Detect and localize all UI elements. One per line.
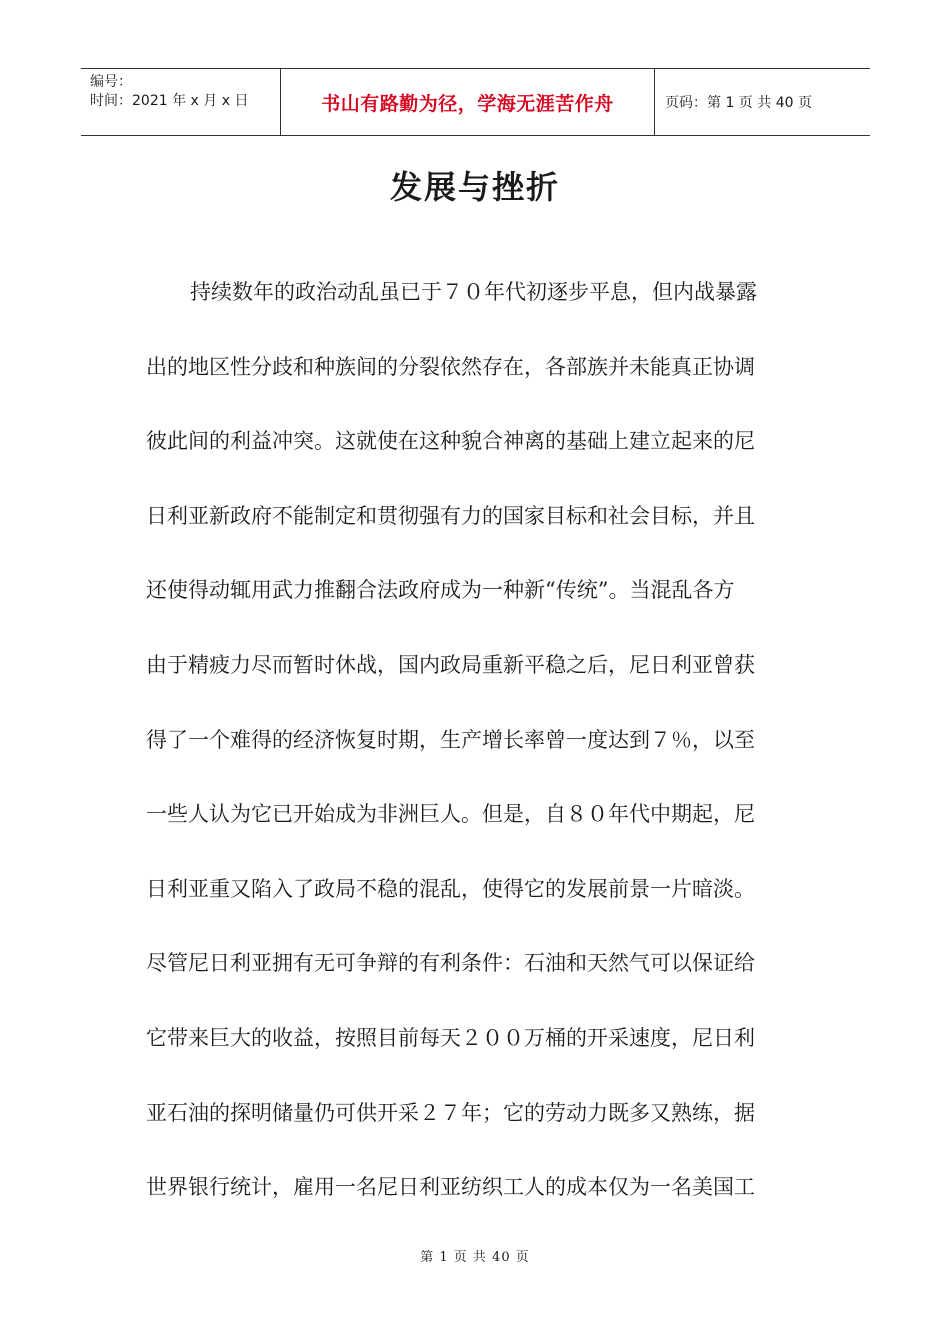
body-line: 还使得动辄用武力推翻合法政府成为一种新“传统”。当混乱各方 bbox=[146, 578, 735, 603]
body-line: 亚石油的探明储量仍可供开采２７年；它的劳动力既多又熟练，据 bbox=[146, 1100, 755, 1125]
body-line: 世界银行统计，雇用一名尼日利亚纺织工人的成本仅为一名美国工 bbox=[146, 1175, 755, 1200]
document-body bbox=[146, 274, 794, 1244]
page-footer: 第 1 页 共 40 页 bbox=[420, 1250, 530, 1265]
document-title: 发展与挫折 bbox=[389, 168, 560, 206]
body-line: 日利亚新政府不能制定和贯彻强有力的国家目标和社会目标，并且 bbox=[146, 503, 755, 528]
document-time-label: 时间：2021 年 x 月 x 日 bbox=[90, 93, 249, 109]
header-meta bbox=[81, 69, 281, 135]
header-page-info: 页码：第 1 页 共 40 页 bbox=[665, 95, 812, 111]
body-line: 由于精疲力尽而暂时休战，国内政局重新平稳之后，尼日利亚曾获 bbox=[146, 652, 755, 677]
body-line: 尽管尼日利亚拥有无可争辩的有利条件：石油和天然气可以保证给 bbox=[146, 951, 755, 976]
body-line: 出的地区性分歧和种族间的分裂依然存在，各部族并未能真正协调 bbox=[146, 354, 755, 379]
body-line: 日利亚重又陷入了政局不稳的混乱，使得它的发展前景一片暗淡。 bbox=[146, 876, 755, 901]
document-number-label: 编号： bbox=[90, 74, 132, 90]
body-line: 持续数年的政治动乱虽已于７０年代初逐步平息，但内战暴露 bbox=[190, 280, 757, 304]
body-line: 得了一个难得的经济恢复时期，生产增长率曾一度达到７％，以至 bbox=[146, 727, 755, 752]
header-motto: 书山有路勤为径，学海无涯苦作舟 bbox=[281, 69, 655, 135]
body-line: 它带来巨大的收益，按照目前每天２００万桶的开采速度，尼日利 bbox=[146, 1025, 755, 1050]
body-line: 一些人认为它已开始成为非洲巨人。但是，自８０年代中期起，尼 bbox=[146, 802, 755, 827]
body-line: 彼此间的利益冲突。这就使在这种貌合神离的基础上建立起来的尼 bbox=[146, 429, 755, 454]
document-header bbox=[81, 68, 870, 136]
